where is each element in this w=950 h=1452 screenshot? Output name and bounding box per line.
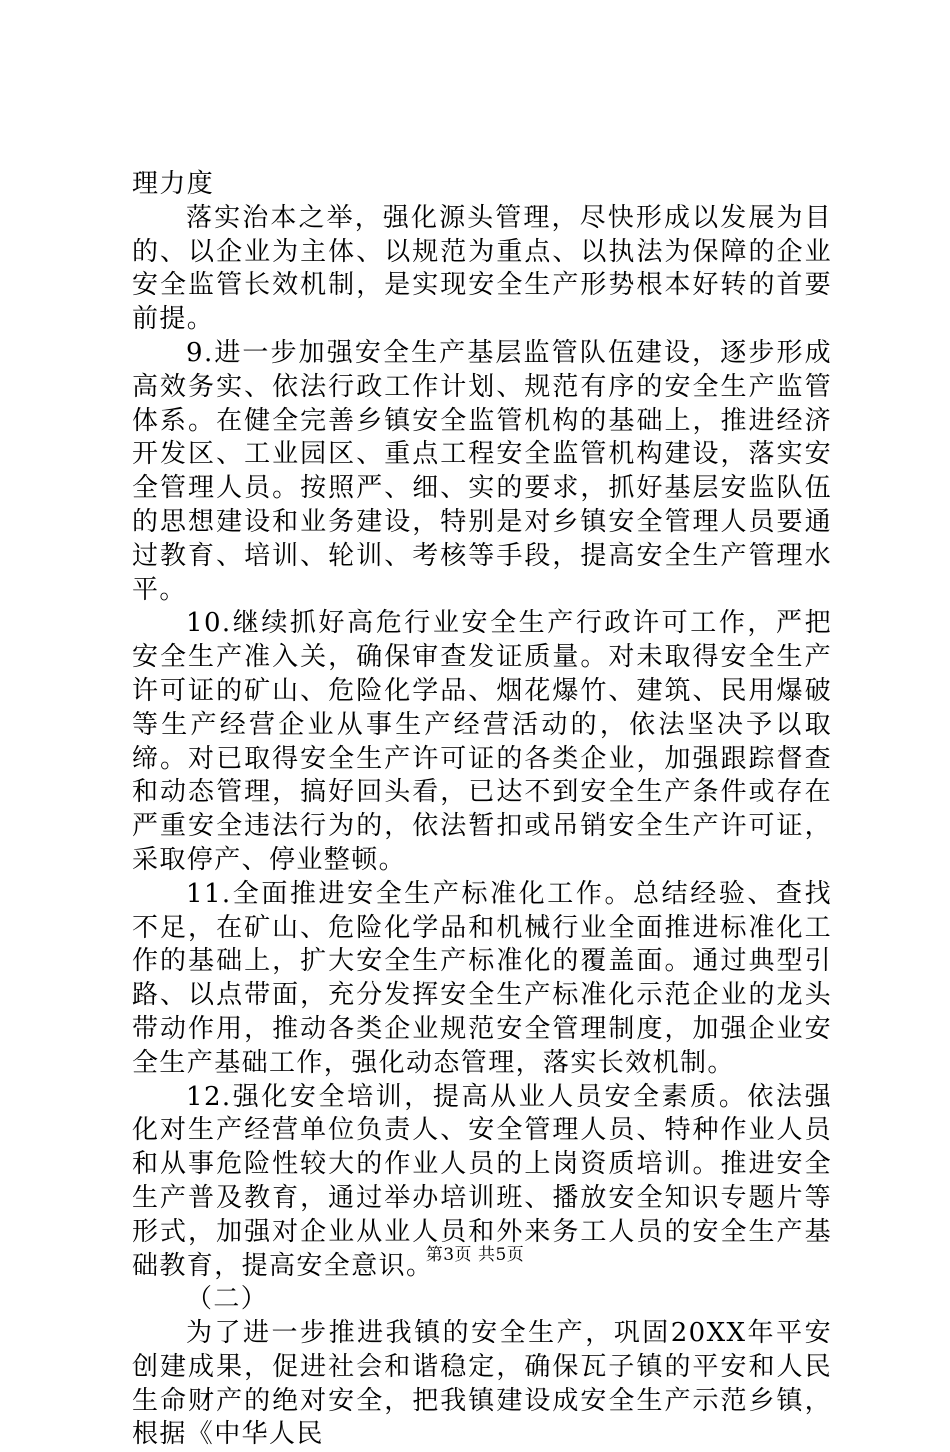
paragraph-item-12: 12.强化安全培训，提高从业人员安全素质。依法强化对生产经营单位负责人、安全管理人员、特种作业人员和从事危险性较大的作业人员的上岗资质培训。推进安全生产普及教育，通过举办培训班、播放安全知识专题片等形式，加强对企业从业人员和外来务工人员的安全生产基础教育，提高安全意识。 — [132, 1081, 832, 1281]
paragraph-item-11: 11.全面推进安全生产标准化工作。总结经验、查找不足，在矿山、危险化学品和机械行业全面推进标准化工作的基础上，扩大安全生产标准化的覆盖面。通过典型引路、以点带面，充分发挥安全生产标准化示范企业的龙头带动作用，推动各类企业规范安全管理制度，加强企业安全生产基础工作，强化动态管理，落实长效机制。 — [132, 878, 832, 1078]
page-footer: 第3页 共5页 — [425, 1245, 525, 1265]
paragraph-item-10: 10.继续抓好高危行业安全生产行政许可工作，严把安全生产准入关，确保审查发证质量。对未取得安全生产许可证的矿山、危险化学品、烟花爆竹、建筑、民用爆破等生产经营企业从事生产经营活动的，依法坚决予以取缔。对已取得安全生产许可证的各类企业，加强跟踪督查和动态管理，搞好回头看，已达不到安全生产条件或存在严重安全违法行为的，依法暂扣或吊销安全生产许可证，采取停产、停业整顿。 — [132, 608, 832, 875]
section-heading: （二） — [186, 1284, 269, 1315]
paragraph: 落实治本之举，强化源头管理，尽快形成以发展为目的、以企业为主体、以规范为重点、以执法为保障的企业安全监管长效机制，是实现安全生产形势根本好转的首要前提。 — [132, 202, 832, 335]
paragraph-item-9: 9.进一步加强安全生产基层监管队伍建设，逐步形成高效务实、依法行政工作计划、规范有序的安全生产监管体系。在健全完善乡镇安全监管机构的基础上，推进经济开发区、工业园区、重点工程安全监管机构建设，落实安全管理人员。按照严、细、实的要求，抓好基层安监队伍的思想建设和业务建设，特别是对乡镇安全管理人员要通过教育、培训、轮训、考核等手段，提高安全生产管理水平。 — [132, 337, 832, 605]
paragraph-continuation: 理力度 — [132, 169, 215, 199]
paragraph: 为了进一步推进我镇的安全生产，巩固20XX年平安创建成果，促进社会和谐稳定，确保瓦子镇的平安和人民生命财产的绝对安全，把我镇建设成安全生产示范乡镇，根据《中华人民 — [132, 1318, 832, 1450]
